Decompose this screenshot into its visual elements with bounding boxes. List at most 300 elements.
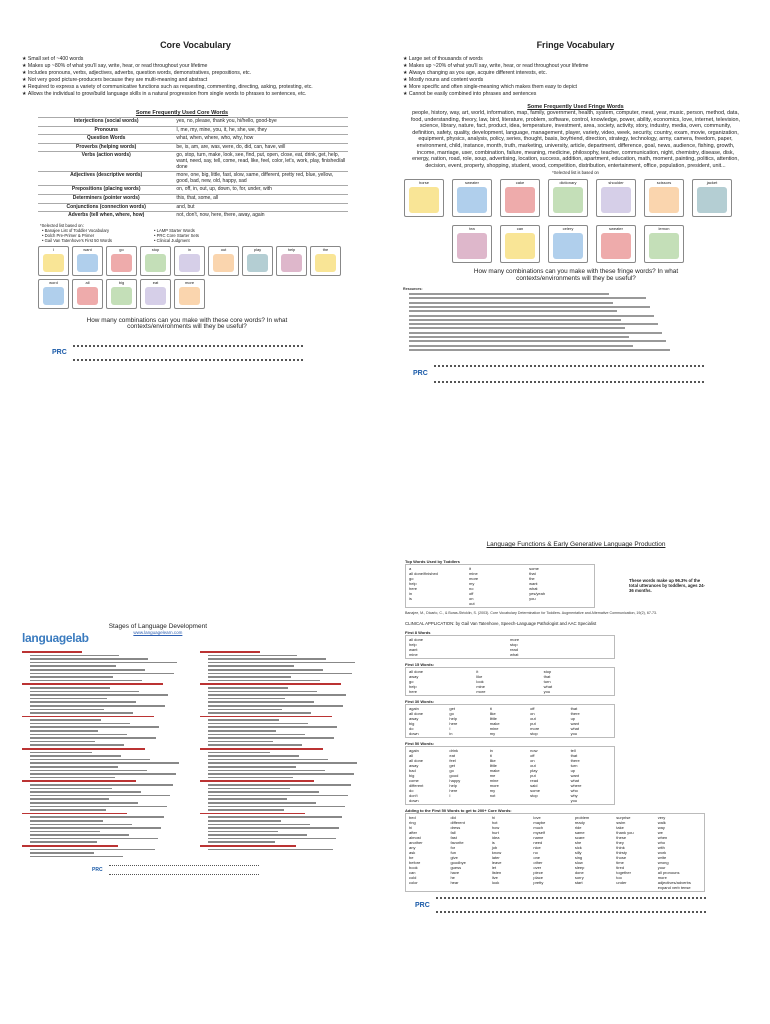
first30-word: what xyxy=(570,726,580,732)
stage-line xyxy=(208,752,270,754)
stage-line xyxy=(208,730,276,732)
stage-line xyxy=(208,784,351,786)
first15-word: turn xyxy=(543,679,551,685)
first50-word: not xyxy=(489,793,496,799)
stage-line xyxy=(208,795,348,797)
first50-word: all done xyxy=(409,758,424,764)
core-row-words: go, stop, turn, make, look, see, find, put, open, close, eat, drink, get, help, want, need, say, tell, come, read, like, feel, color, let's, work, play, finished/all done xyxy=(174,152,348,172)
first8-word: all done xyxy=(409,637,424,643)
add-word: these xyxy=(616,835,627,841)
first30-word: out xyxy=(530,716,536,722)
core-tile-picture-icon xyxy=(145,287,166,305)
add-word: more adjectives/adverbs xyxy=(657,875,691,886)
add-word: wrong xyxy=(657,860,669,866)
core-tile-label: I xyxy=(52,246,55,252)
resource-line xyxy=(409,297,646,299)
add-word: can xyxy=(409,870,416,876)
toddler-word: my xyxy=(469,581,475,586)
core-row-category: Proverbs (helping words) xyxy=(38,143,174,152)
first30-word: mine xyxy=(489,726,499,732)
stage-line xyxy=(208,655,297,657)
first30-word: it xyxy=(489,706,492,712)
stage-line xyxy=(200,780,314,782)
stage-line xyxy=(30,701,136,703)
first50-word: here xyxy=(449,788,458,794)
stage-line xyxy=(208,698,285,700)
first30-word: help xyxy=(449,716,457,722)
stage-line xyxy=(30,705,165,707)
fringe-tile-label: tea xyxy=(469,226,475,232)
toddler-word: on xyxy=(469,596,474,601)
add-word: after xyxy=(409,830,418,836)
fringe-tile-picture-icon xyxy=(505,187,535,213)
add-word: ring xyxy=(409,820,416,826)
fringe-title: Fringe Vocabulary xyxy=(536,40,615,50)
stage-line xyxy=(208,726,337,728)
stage-line xyxy=(30,773,176,775)
core-tile-label: all xyxy=(85,279,90,285)
core-row-words: this, that, some, all xyxy=(174,194,348,203)
first30-column xyxy=(490,706,530,736)
first50-word: good xyxy=(449,773,459,779)
core-row-category: Prepositions (placing words) xyxy=(38,186,174,195)
fringe-bullet: ★ Makes up ~20% of what you'll say, write, hear, or read throughout your lifetime xyxy=(403,63,748,70)
core-bullet: ★ Makes up ~80% of what you'll say, write, hear, or read throughout your lifetime xyxy=(22,63,369,70)
first30-column xyxy=(530,706,570,736)
add-word: bed xyxy=(409,815,416,821)
core-question: How many combinations can you make with these core words? In what contexts/environments will they be useful? xyxy=(86,316,288,331)
word-sets xyxy=(405,630,747,805)
toddler-word: what xyxy=(529,586,538,591)
first30-word: stop xyxy=(530,731,538,737)
add-word: work xyxy=(657,850,667,856)
core-row-words: what, when, where, who, why, how xyxy=(174,135,348,144)
core-sources xyxy=(42,228,262,243)
stage-line xyxy=(30,665,116,667)
fringe-tile-label: sweater xyxy=(608,226,623,232)
add-word: silly xyxy=(574,850,582,856)
stage-line xyxy=(208,777,293,779)
stage-line xyxy=(22,716,154,718)
fringe-symbol-grid xyxy=(403,179,733,263)
stage-line xyxy=(30,816,164,818)
fringe-tile-label: jacket xyxy=(706,180,718,186)
lang-title: Language Functions & Early Generative Language Production xyxy=(486,541,666,548)
lang-footer xyxy=(415,897,747,913)
stage-line xyxy=(208,820,281,822)
add-word: hi xyxy=(409,825,413,831)
first30-word: big xyxy=(409,721,415,727)
first50-word: like xyxy=(489,758,496,764)
add-word: hi xyxy=(491,815,496,821)
fringe-question: How many combinations can you make with these fringe words? In what contexts/environments will they be useful? xyxy=(473,268,679,282)
fringe-bullet: ★ Large set of thousands of words xyxy=(403,56,748,63)
first50-word: there xyxy=(570,758,580,764)
stages-header xyxy=(22,623,367,645)
add-word: done xyxy=(574,870,584,876)
resources-label: Resources: xyxy=(403,286,423,291)
stage-line xyxy=(208,673,352,675)
stages-left-col xyxy=(22,649,192,859)
stage-line xyxy=(30,831,100,833)
add-word: for xyxy=(450,845,456,851)
core-tile-picture-icon xyxy=(213,254,234,272)
first30-word: on xyxy=(530,711,535,717)
stage-line xyxy=(30,744,124,746)
first15-heading: First 15 Words: xyxy=(405,662,435,668)
stage-line xyxy=(208,665,294,667)
fringe-symbol-tile xyxy=(596,225,636,263)
first50-word: that xyxy=(570,753,578,759)
toddler-word: more xyxy=(469,576,479,581)
core-row xyxy=(38,186,348,195)
add-word: sick xyxy=(574,845,582,851)
fringe-symbol-tile xyxy=(452,179,492,217)
toddler-word: go xyxy=(409,576,414,581)
core-bullet: ★ Required to express a variety of communicative functions such as requesting, commenting, directing, asking, protesting, etc. xyxy=(22,84,369,91)
add-heading: Adding to the First 50 Words to get to 200+ Core Words: xyxy=(405,808,512,814)
first50-word: me xyxy=(489,773,496,779)
add-word: job xyxy=(491,845,498,851)
add-word: idea xyxy=(491,835,500,841)
toddler-word: mine xyxy=(469,571,478,576)
core-row-category: Determiners (pointer words) xyxy=(38,194,174,203)
add-word: pretty xyxy=(533,880,544,886)
stage-line xyxy=(208,709,282,711)
first50-word: out xyxy=(530,763,536,769)
toddler-words xyxy=(405,564,747,608)
add-word: other xyxy=(533,860,543,866)
fringe-symbol-tile xyxy=(548,225,588,263)
core-row-words: more, one, big, little, fast, slow, same, different, pretty red, blue, yellow, good, bad, new, old, happy, sad xyxy=(174,172,348,186)
first30-word: that xyxy=(570,706,578,712)
stage-line xyxy=(30,852,94,854)
stage-line xyxy=(208,841,275,843)
core-row-category: Verbs (action words) xyxy=(38,152,174,172)
add-word: is xyxy=(491,840,495,846)
stage-line xyxy=(208,712,311,714)
core-bullets xyxy=(22,56,369,98)
language-functions-sheet xyxy=(405,541,747,1011)
first30-column xyxy=(409,706,449,736)
fringe-symbol-tile xyxy=(596,179,636,217)
add-word: together xyxy=(616,870,631,876)
stage-line xyxy=(208,669,323,671)
fringe-bullets xyxy=(403,56,748,98)
first50-word: what xyxy=(570,778,580,784)
source-item: • Clinical Judgment xyxy=(154,237,190,243)
first50-word: all xyxy=(409,753,414,759)
fringe-tile-picture-icon xyxy=(601,233,631,259)
fringe-symbol-tile xyxy=(644,179,684,217)
stage-line xyxy=(22,845,118,847)
logo-text: languagelab xyxy=(22,631,89,645)
core-tile-label: the xyxy=(322,246,329,252)
stage-line xyxy=(30,676,113,678)
stage-line xyxy=(30,856,123,858)
resources-lines xyxy=(403,293,683,351)
first50-word: little xyxy=(489,763,497,769)
stage-line xyxy=(208,691,317,693)
add-word: dress xyxy=(450,825,461,831)
add-word: much xyxy=(533,825,544,831)
stage-line xyxy=(208,791,319,793)
first30-column xyxy=(571,706,611,736)
first50-word: help xyxy=(449,783,457,789)
add-word: problem xyxy=(574,815,590,821)
first30-word: get xyxy=(449,706,455,712)
first15-word: away xyxy=(409,674,419,680)
toddler-column xyxy=(469,566,529,606)
core-symbol-tile xyxy=(174,246,205,276)
resource-line xyxy=(409,332,662,334)
stage-line xyxy=(30,766,118,768)
fringe-tile-label: scissors xyxy=(656,180,672,186)
first30-word: make xyxy=(489,721,500,727)
add-word: maybe xyxy=(533,820,546,826)
toddler-word: it xyxy=(469,566,472,571)
toddler-word: is xyxy=(409,596,412,601)
stage-line xyxy=(30,658,148,660)
core-tile-label: want xyxy=(83,246,92,252)
add-word: color xyxy=(409,880,418,886)
stage-line xyxy=(208,809,284,811)
stage-line xyxy=(30,709,104,711)
core-symbol-tile xyxy=(276,246,307,276)
core-sources-label: *Selected list based on: xyxy=(40,222,84,228)
first15-word: more xyxy=(476,689,486,695)
add-word: be xyxy=(409,855,414,861)
stage-line xyxy=(208,705,343,707)
stage-line xyxy=(200,716,332,718)
stage-line xyxy=(208,701,314,703)
stage-line xyxy=(30,726,159,728)
resource-line xyxy=(409,349,670,351)
fringe-bullet: ★ More specific and often single-meaning which makes them easy to depict xyxy=(403,84,748,91)
stage-line xyxy=(30,680,142,682)
fringe-tile-picture-icon xyxy=(457,233,487,259)
core-tile-picture-icon xyxy=(43,287,64,305)
stage-line xyxy=(30,770,147,772)
add-word: slow xyxy=(574,860,583,866)
add-word: did xyxy=(450,815,456,821)
stage-line xyxy=(208,734,305,736)
first50-column xyxy=(571,748,611,803)
fringe-tile-picture-icon xyxy=(553,187,583,213)
add-word: same xyxy=(574,830,585,836)
fringe-tile-label: dictionary xyxy=(559,180,577,186)
stage-line xyxy=(30,723,130,725)
first15-word: that xyxy=(543,674,551,680)
core-tile-picture-icon xyxy=(77,254,98,272)
add-word: thank you xyxy=(616,830,634,836)
stage-line xyxy=(30,834,129,836)
source-item: • LAMP Starter Words xyxy=(154,227,195,233)
first50-word: up xyxy=(570,768,576,774)
stage-line xyxy=(200,651,260,653)
add-word: when xyxy=(657,835,668,841)
first30-word: all done xyxy=(409,711,424,717)
add-word: live xyxy=(491,875,498,881)
add-column xyxy=(658,815,699,890)
stage-line xyxy=(30,849,155,851)
toddler-cite: Banajee, M., Dicarlo, C., & Buras-Stricklin, S. (2003). Core Vocabulary Determination for Toddlers. Augmentative and Alternative Communication, 19(2), 67-73. xyxy=(405,611,658,615)
first30-word: off xyxy=(530,706,535,712)
stage-line xyxy=(208,719,279,721)
stage-line xyxy=(200,813,305,815)
fringe-tile-picture-icon xyxy=(649,187,679,213)
stage-line xyxy=(30,762,179,764)
fringe-resources xyxy=(403,287,683,351)
clinical-application: CLINICAL APPLICATION: by Gail Van Tatenhove, Speech-Language Pathologist and AAC Specialist xyxy=(405,621,597,627)
stage-line xyxy=(30,687,110,689)
stages-url: www.languagelearn.com xyxy=(133,630,183,635)
first8-heading: First 8 Words xyxy=(405,630,431,636)
core-symbol-tile xyxy=(38,279,69,309)
fringe-words: people, history, way, art, world, information, map, family, government, health, system, computer, meat, year, music, person, method, data, food, understanding, theory, law, bird, literature, problem, software, control, knowledge, power, ability, economics, love, internet, television, science, library, nature, fact, product, idea, temperature, investment, area, society, activity, story, industry, media, oven, community, definition, safety, quality, development, language, management, player, variety, video, week, security, country, exam, movie, organization, equipment, physics, analysis, policy, series, thought, basis, boyfriend, direction, strategy, technology, army, camera, freedom, paper, environment, child, instance, month, truth, marketing, university, article, department, difference, goal, news, audience, fishing, growth, income, marriage, user, combination, failure, meaning, medicine, philosophy, teacher, communication, night, chemistry, disease, disk, energy, nation, road, role, soup, advertising, location, success, addition, apartment, education, math, moment, painting, politics, attention, decision, event, property, shopping, student, wood, competition, distribution, entertainment, office, population, president, unit... xyxy=(410,110,741,169)
first50-word: big xyxy=(409,773,415,779)
first30-word: put xyxy=(530,721,536,727)
first30-word: more xyxy=(530,726,540,732)
stage-line xyxy=(30,737,156,739)
first50-word: my xyxy=(489,788,496,794)
core-row xyxy=(38,212,348,220)
first50-word: again xyxy=(409,748,419,754)
core-symbol-grid xyxy=(38,246,348,309)
add-word: all pronouns xyxy=(657,870,680,876)
stage-line xyxy=(30,791,141,793)
first50-heading: First 50 Words: xyxy=(405,741,435,747)
add-word: he xyxy=(450,875,455,881)
stage-line xyxy=(30,741,95,743)
stage-line xyxy=(30,802,138,804)
core-row-category: Adjectives (descriptive words) xyxy=(38,172,174,186)
first50-word: it xyxy=(489,753,492,759)
core-row xyxy=(38,203,348,212)
toddler-word: that xyxy=(529,571,536,576)
fringe-symbol-tile xyxy=(692,179,732,217)
core-symbol-tile xyxy=(208,246,239,276)
fringe-tile-picture-icon xyxy=(457,187,487,213)
core-vocabulary-sheet xyxy=(22,40,369,510)
core-bullet: ★ Includes pronouns, verbs, adjectives, adverbs, question words, demonstratives, prepositions, etc. xyxy=(22,70,369,77)
first50-word: down xyxy=(409,798,419,804)
add-word: look xyxy=(491,880,500,886)
first30-word: want xyxy=(570,721,580,727)
first50-word: don't xyxy=(409,793,418,799)
add-word: take xyxy=(616,825,624,831)
stage-line xyxy=(208,687,288,689)
add-word: leave xyxy=(491,860,502,866)
add-word: who xyxy=(657,840,666,846)
stages-footer xyxy=(92,865,367,875)
stage-line xyxy=(208,798,287,800)
first50-word: want xyxy=(570,773,580,779)
fringe-tile-picture-icon xyxy=(649,233,679,259)
core-row-words: be, is, am, are, was, were, do, did, can, have, will xyxy=(174,143,348,152)
stage-line xyxy=(208,802,316,804)
add-word: she xyxy=(574,840,582,846)
stage-line xyxy=(22,748,145,750)
first15-word: you xyxy=(543,689,551,695)
fringe-symbol-tile xyxy=(500,225,540,263)
toddler-word: the xyxy=(529,576,535,581)
first8-table xyxy=(405,635,615,659)
first8-column xyxy=(409,637,510,657)
fringe-tile-picture-icon xyxy=(553,233,583,259)
toddler-column xyxy=(529,566,589,606)
stage-line xyxy=(208,806,345,808)
core-tile-label: eat xyxy=(152,279,159,285)
core-row-category: Conjunctions (connection words) xyxy=(38,203,174,212)
add-word: expand verb tense xyxy=(657,885,691,891)
stage-line xyxy=(208,741,273,743)
first50-word: who xyxy=(570,788,578,794)
first15-table xyxy=(405,667,615,696)
core-tile-picture-icon xyxy=(111,287,132,305)
core-tile-label: help xyxy=(287,246,296,252)
first50-word: bad xyxy=(409,768,416,774)
toddler-note: These words make up 96.3% of the total utterances by toddlers, ages 24-36 months. xyxy=(629,578,705,594)
toddler-word: some xyxy=(529,566,539,571)
first50-word: make xyxy=(489,768,500,774)
fringe-footer-text xyxy=(434,365,704,383)
core-footer xyxy=(52,345,369,361)
add-word: with xyxy=(657,845,665,851)
toddler-word: all done/finished xyxy=(409,571,438,576)
add-column xyxy=(450,815,491,890)
add-word: hurt xyxy=(491,830,499,836)
source-item: • Banajee List of Toddler Vocabulary xyxy=(42,227,110,233)
core-row xyxy=(38,135,348,144)
add-word: ready xyxy=(574,820,585,826)
resource-line xyxy=(409,302,613,304)
core-bullet: ★ Small set of ~400 words xyxy=(22,56,369,63)
first15-column xyxy=(476,669,543,694)
add-word: later xyxy=(491,855,500,861)
fringe-bullet: ★ Always changing as you age, acquire different interests, etc. xyxy=(403,70,748,77)
add-word: another xyxy=(409,840,423,846)
toddler-word: here xyxy=(409,586,418,591)
fringe-tile-label: lemon xyxy=(658,226,670,232)
core-symbol-tile xyxy=(242,246,273,276)
add-word: before xyxy=(409,860,421,866)
stage-line xyxy=(30,694,168,696)
core-tile-label: go xyxy=(119,246,124,252)
add-column xyxy=(409,815,450,890)
source-item: • Gail Van Tatenhove's First 50 Words xyxy=(42,237,112,243)
core-table-title: Some Frequently Used Core Words xyxy=(135,110,229,116)
stage-line xyxy=(30,784,173,786)
first15-word: like xyxy=(476,674,483,680)
first15-column xyxy=(544,669,611,694)
core-symbol-tile xyxy=(106,279,137,309)
core-tile-label: play xyxy=(253,246,262,252)
add-word: under xyxy=(616,880,627,886)
stages-sheet xyxy=(22,623,367,973)
core-symbol-tile xyxy=(140,246,171,276)
fringe-tile-label: horse xyxy=(418,180,429,186)
core-bullet: ★ Not very good picture-producers because they are multi-meaning and abstract xyxy=(22,77,369,84)
first50-word: come xyxy=(409,778,419,784)
add-word: know xyxy=(491,850,502,856)
core-row xyxy=(38,143,348,152)
fringe-vocabulary-sheet xyxy=(403,40,748,520)
fringe-symbol-tile xyxy=(548,179,588,217)
first50-word: get xyxy=(449,763,455,769)
first50-word: drink xyxy=(449,748,459,754)
prc-logo: PRC xyxy=(413,370,428,378)
